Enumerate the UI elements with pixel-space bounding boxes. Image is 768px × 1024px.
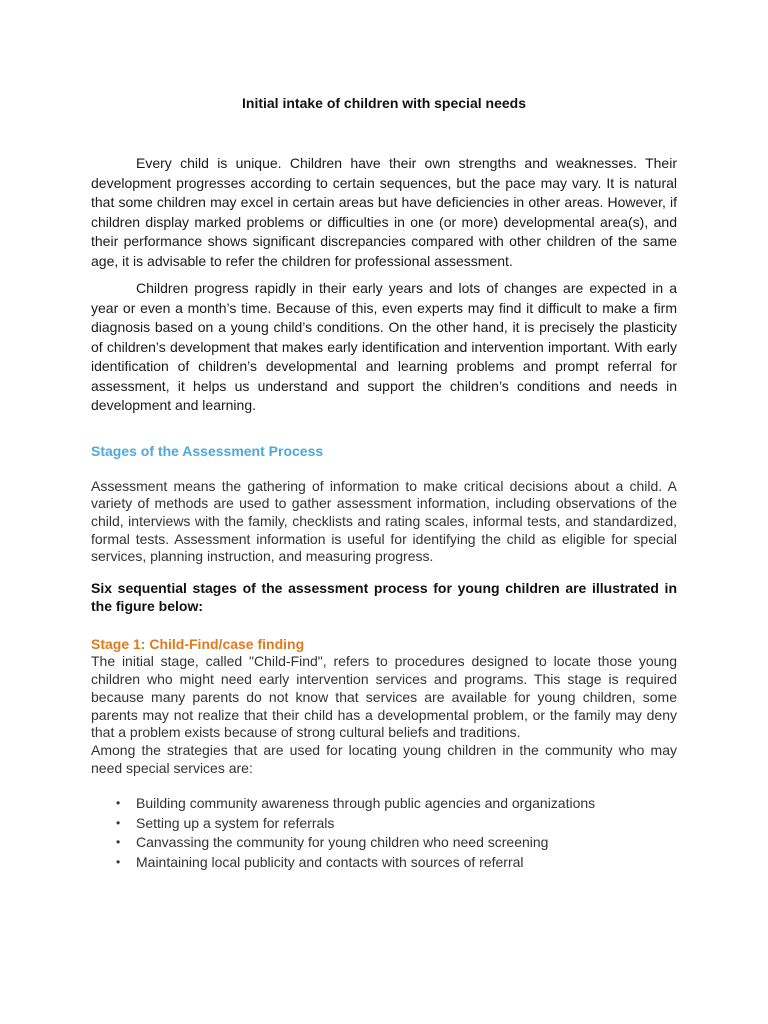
section-heading-assessment-process: Stages of the Assessment Process — [91, 442, 324, 459]
assessment-paragraph: Assessment means the gathering of information to make critical decisions about a child. A variety of methods are used to gather assessment information, including observations of the child, interviews with the family, checklists and rating scales, informal tests, and standardized, formal tests. Assessment information is useful for identifying the child as eligible for special services, planning instruction, and measuring progress. — [91, 477, 677, 565]
list-item-text: Canvassing the community for young children who need screening — [136, 834, 549, 851]
list-item — [91, 853, 677, 873]
bullet-icon: • — [116, 854, 121, 869]
list-item — [91, 833, 677, 853]
stage-1-heading: Stage 1: Child-Find/case finding — [91, 636, 305, 653]
strategies-intro: Among the strategies that are used for locating young children in the community who may need special services are: — [91, 741, 677, 776]
list-item-text: Setting up a system for referrals — [136, 814, 335, 831]
intro-paragraph-1: Every child is unique. Children have their own strengths and weaknesses. Their development progresses according to certain sequences, but the pace may vary. It is natural that some children may excel in certain areas but have deficiencies in other areas. However, if children display marked problems or difficulties in one (or more) developmental area(s), and their performance shows significant discrepancies compared with other children of the same age, it is advisable to refer the children for professional assessment. — [91, 155, 677, 269]
stages-lead-in: Six sequential stages of the assessment process for young children are illustrated in the figure below: — [91, 580, 677, 614]
strategies-list — [91, 794, 677, 872]
bullet-icon: • — [116, 815, 121, 830]
document-title: Initial intake of children with special needs — [242, 95, 526, 111]
list-item-text: Maintaining local publicity and contacts with sources of referral — [136, 853, 524, 870]
intro-paragraph-2: Children progress rapidly in their early years and lots of changes are expected in a year or even a month’s time. Because of this, even experts may find it difficult to make a firm diagnosis based on a young child’s conditions. On the other hand, it is precisely the plasticity of children’s development that makes early identification and intervention important. With early identification of children’s developmental and learning problems and prompt referral for assessment, it helps us understand and support the children’s conditions and needs in development and learning. — [91, 280, 677, 413]
bullet-icon: • — [116, 835, 121, 850]
list-item — [91, 794, 677, 814]
list-item-text: Building community awareness through public agencies and organizations — [136, 795, 596, 812]
bullet-icon: • — [116, 796, 121, 811]
stage-1-paragraph: The initial stage, called "Child-Find", refers to procedures designed to locate those young children who might need early intervention services and programs. This stage is required because many parents do not know that services are available for young children, some parents may not realize that their child has a developmental problem, or the family may deny that a problem exists because of strong cultural beliefs and traditions. — [91, 653, 677, 741]
list-item — [91, 814, 677, 834]
